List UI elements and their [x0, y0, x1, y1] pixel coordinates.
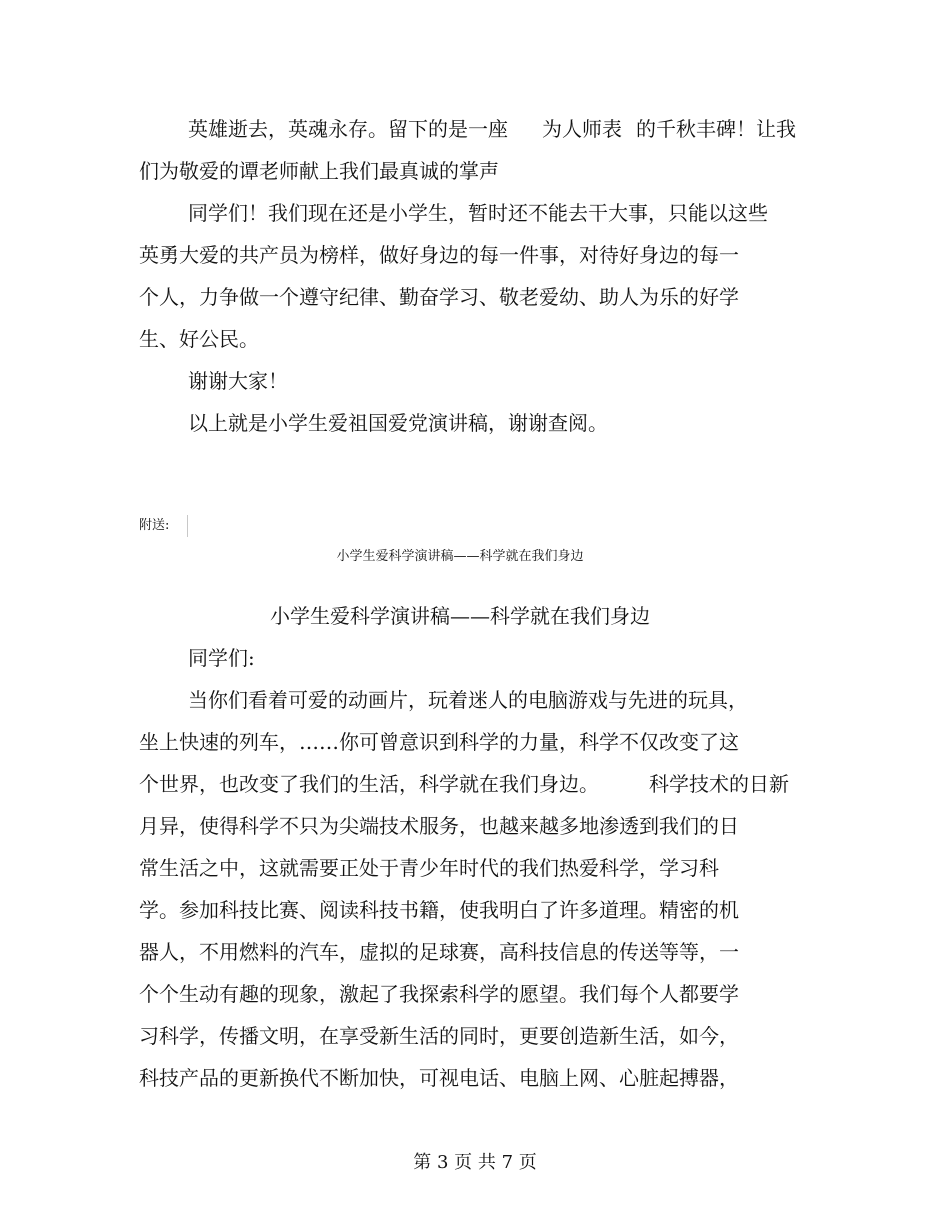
paragraph-line: 当你们看着可爱的动画片，玩着迷人的电脑游戏与先进的玩具， — [188, 688, 748, 712]
text-run: 科学技术的日新 — [649, 772, 789, 796]
page-number: 第 3 页 共 7 页 — [413, 1152, 537, 1173]
paragraph-line — [139, 772, 789, 796]
paragraph-line: 以上就是小学生爱祖国爱党演讲稿，谢谢查阅。 — [188, 411, 608, 435]
text-run: 的千秋丰碑！让我 — [636, 117, 796, 141]
paragraph-line: 同学们！我们现在还是小学生，暂时还不能去干大事，只能以这些 — [188, 201, 768, 225]
appendix-divider — [187, 515, 188, 537]
paragraph-line: 坐上快速的列车，……你可曾意识到科学的力量，科学不仅改变了这 — [139, 730, 739, 754]
paragraph-line: 英勇大爱的共产员为榜样，做好身边的每一件事，对待好身边的每一 — [139, 243, 739, 267]
text-run: 个世界，也改变了我们的生活，科学就在我们身边。 — [139, 772, 599, 796]
paragraph-line: 个个生动有趣的现象，激起了我探索科学的愿望。我们每个人都要学 — [139, 982, 739, 1006]
paragraph-line: 谢谢大家！ — [188, 369, 288, 393]
paragraph-line: 习科学，传播文明，在享受新生活的同时，更要创造新生活，如今， — [139, 1024, 739, 1048]
paragraph-line: 器人，不用燃料的汽车，虚拟的足球赛，高科技信息的传送等等，一 — [139, 940, 739, 964]
paragraph-line: 个人，力争做一个遵守纪律、勤奋学习、敬老爱幼、助人为乐的好学 — [139, 285, 739, 309]
text-run: 为人师表 — [542, 117, 622, 141]
paragraph-line: 生、好公民。 — [139, 327, 259, 351]
appendix-subtitle: 小学生爱科学演讲稿——科学就在我们身边 — [336, 549, 584, 564]
paragraph-line: 学。参加科技比赛、阅读科技书籍，使我明白了许多道理。精密的机 — [139, 898, 739, 922]
paragraph-line: 常生活之中，这就需要正处于青少年时代的我们热爱科学，学习科 — [139, 856, 719, 880]
section-title: 小学生爱科学演讲稿——科学就在我们身边 — [270, 604, 650, 628]
paragraph-line: 月异，使得科学不只为尖端技术服务，也越来越多地渗透到我们的日 — [139, 814, 739, 838]
paragraph-line: 同学们: — [188, 646, 255, 670]
paragraph-line: 们为敬爱的谭老师献上我们最真诚的掌声 — [139, 159, 499, 183]
text-run: 英雄逝去，英魂永存。留下的是一座 — [188, 117, 508, 141]
appendix-label: 附送: — [139, 518, 170, 533]
paragraph-line — [188, 117, 796, 141]
paragraph-line: 科技产品的更新换代不断加快，可视电话、电脑上网、心脏起搏器， — [139, 1066, 739, 1090]
